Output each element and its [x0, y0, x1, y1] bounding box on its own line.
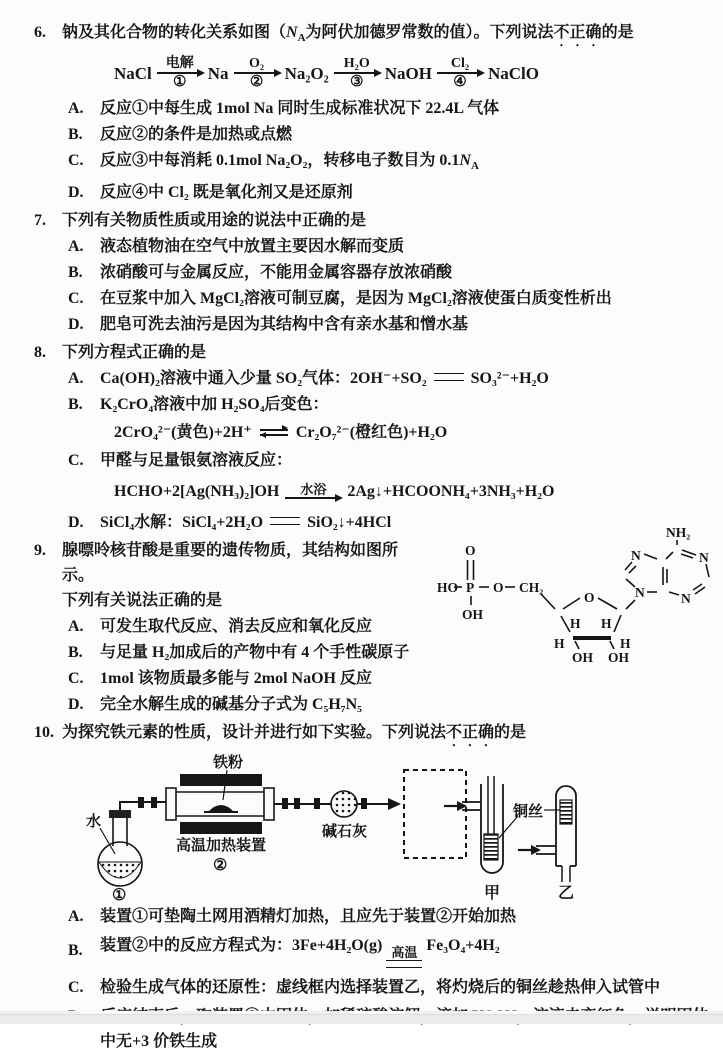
question-6 — [34, 20, 711, 205]
q9-number: 9. — [34, 542, 46, 560]
svg-text:N: N — [635, 585, 645, 601]
chain-arrow-3: H₂O ③ — [334, 56, 380, 91]
question-7 — [34, 208, 711, 337]
q7-option-d: D. 肥皂可洗去油污是因为其结构中含有亲水基和憎水基 — [68, 316, 469, 334]
q7-option-b: B. 浓硝酸可与金属反应，不能用金属容器存放浓硝酸 — [68, 264, 453, 282]
q7-number: 7. — [34, 212, 46, 230]
q6-option-b: B. 反应②的条件是加热或点燃 — [68, 126, 293, 144]
q8-option-c-equation: HCHO+2[Ag(NH₃)₂]OH 水浴 2Ag↓+HCOONH₄+3NH₃+H₂O — [114, 482, 555, 500]
label-iron-powder: 铁粉 — [213, 755, 244, 772]
label-two: ② — [213, 857, 228, 875]
q9-option-a: A. 可发生取代反应、消去反应和氧化反应 — [68, 618, 373, 636]
svg-text:CH₂: CH₂ — [519, 580, 544, 596]
furnace — [166, 770, 274, 834]
q10-option-c: C. 检验生成气体的还原性：虚线框内选择装置乙，将灼烧后的铜丝趁热伸入试管中 — [68, 979, 661, 997]
q6-option-a: A. 反应①中每生成 1mol Na 同时生成标准状况下 22.4L 气体 — [68, 100, 500, 118]
label-one: ① — [112, 887, 127, 905]
label-heater: 高温加热装置 — [176, 838, 267, 855]
label-water: 水 — [86, 814, 102, 831]
arrow-shaft — [285, 497, 341, 499]
q8-option-b-equation: 2CrO₄²⁻(黄色)+2H⁺ Cr₂O₇²⁻(橙红色)+H₂O — [114, 423, 448, 441]
chain-species: Na — [207, 64, 229, 84]
q8-number: 8. — [34, 344, 46, 362]
svg-text:OH: OH — [572, 650, 594, 666]
q8-option-b: B. K₂CrO₄溶液中加 H₂SO₄后变色： — [68, 396, 329, 414]
svg-text:NH₂: NH₂ — [666, 525, 691, 541]
chain-species: NaOH — [384, 64, 432, 84]
q8-option-c: C. 甲醛与足量银氨溶液反应： — [68, 452, 293, 470]
double-equals — [270, 517, 300, 525]
svg-text:O: O — [493, 580, 504, 596]
chain-species: Na₂O₂ — [284, 64, 329, 84]
chain-arrow-1: 电解 ① — [157, 56, 203, 91]
label-jia: 甲 — [484, 885, 501, 903]
svg-text:OH: OH — [462, 607, 484, 623]
svg-text:OH: OH — [608, 650, 630, 666]
q9-option-b: B. 与足量 H₂加成后的产物中有 4 个手性碳原子 — [68, 644, 410, 662]
q9-text-column — [34, 538, 426, 717]
label-yi: 乙 — [558, 885, 575, 903]
label-soda-lime: 碱石灰 — [322, 824, 368, 841]
q9-option-d: D. 完全水解生成的碱基分子式为 C₅H₇N₅ — [68, 696, 362, 714]
q7-option-a: A. 液态植物油在空气中放置主要因水解而变质 — [68, 238, 405, 256]
experiment-apparatus-figure — [58, 754, 708, 905]
q6-stem — [34, 20, 711, 51]
question-8 — [34, 340, 711, 535]
test-tube-yi — [518, 786, 576, 882]
q7-stem: 7. 下列有关物质性质或用途的说法中正确的是 — [34, 208, 711, 233]
q10-number: 10. — [34, 724, 54, 742]
scan-artifact-bar — [0, 1014, 723, 1024]
q6-reaction-chain — [114, 56, 711, 91]
chain-species: NaCl — [114, 64, 152, 84]
svg-text:O: O — [465, 543, 476, 559]
condition-equals: 高温 — [386, 946, 422, 968]
drying-bulb — [274, 791, 401, 817]
equilibrium-arrow — [260, 429, 288, 436]
q9-stem: 9. 腺嘌呤核苷酸是重要的遗传物质，其结构如图所示。 — [34, 538, 426, 588]
flask — [98, 797, 170, 886]
arrow-shaft — [234, 72, 280, 74]
q10-options — [68, 904, 711, 1054]
double-equals — [434, 373, 464, 381]
label-copper-wire: 铜丝 — [513, 804, 544, 821]
q9-stem-line2: 下列有关说法正确的是 — [62, 592, 223, 610]
q10-option-d: 中无+3 价铁生成 — [100, 1033, 218, 1051]
question-10 — [34, 720, 711, 1054]
q8-stem: 8. 下列方程式正确的是 — [34, 340, 711, 365]
dashed-box — [404, 770, 466, 858]
arrow-shaft — [334, 72, 380, 74]
svg-text:P: P — [466, 580, 475, 596]
condition-arrow: 水浴 — [285, 483, 341, 499]
q6-options — [68, 96, 711, 205]
q8-option-a: A. Ca(OH)₂溶液中通入少量 SO₂气体：2OH⁻+SO₂ SO₃²⁻+H₂O — [68, 370, 549, 388]
svg-text:N: N — [699, 550, 709, 566]
q6-option-d: D. 反应④中 Cl₂ 既是氧化剂又是还原剂 — [68, 184, 353, 202]
q10-option-a: A. 装置①可垫陶土网用酒精灯加热，且应先于装置②开始加热 — [68, 908, 517, 926]
q8-options — [68, 366, 711, 535]
q10-stem-text: 为探究铁元素的性质，设计并进行如下实验。下列说法不正确的是 — [62, 724, 527, 742]
q7-option-c: C. 在豆浆中加入 MgCl₂溶液可制豆腐，是因为 MgCl₂溶液使蛋白质变性析出 — [68, 290, 612, 308]
q10-stem — [34, 720, 711, 750]
svg-text:HO: HO — [437, 580, 459, 596]
q9-options — [68, 614, 426, 717]
arrow-shaft — [157, 72, 203, 74]
q6-stem-text: 钠及其化合物的转化关系如图（$N_A$为阿伏加德罗常数的值）。下列说法不正确的是 — [62, 24, 634, 45]
svg-text:H: H — [620, 636, 631, 652]
question-9 — [34, 525, 711, 717]
chain-arrow-4: Cl₂ ④ — [437, 56, 483, 91]
q8-option-d: D. SiCl₄水解：SiCl₄+2H₂O SiO₂↓+4HCl — [68, 514, 392, 532]
svg-text:N: N — [681, 591, 691, 607]
q10-option-b: B. 装置②中的反应方程式为：3Fe+4H₂O(g) 高温 Fe₃O₄+4H₂ — [68, 930, 711, 970]
svg-text:H: H — [570, 616, 581, 632]
adenine-structure-figure — [423, 524, 711, 668]
svg-text:H: H — [601, 616, 612, 632]
chain-arrow-2: O₂ ② — [234, 56, 280, 91]
arrow-shaft — [437, 72, 483, 74]
q6-number: 6. — [34, 24, 46, 41]
svg-text:O: O — [584, 590, 595, 606]
chain-species: NaClO — [488, 64, 539, 84]
q9-option-c: C. 1mol 该物质最多能与 2mol NaOH 反应 — [68, 670, 372, 688]
q6-option-c: C. 反应③中每消耗 0.1mol Na₂O₂，转移电子数目为 $0.1N_A$ — [68, 152, 479, 173]
q7-options — [68, 234, 711, 337]
svg-text:N: N — [631, 548, 641, 564]
svg-text:H: H — [554, 636, 565, 652]
